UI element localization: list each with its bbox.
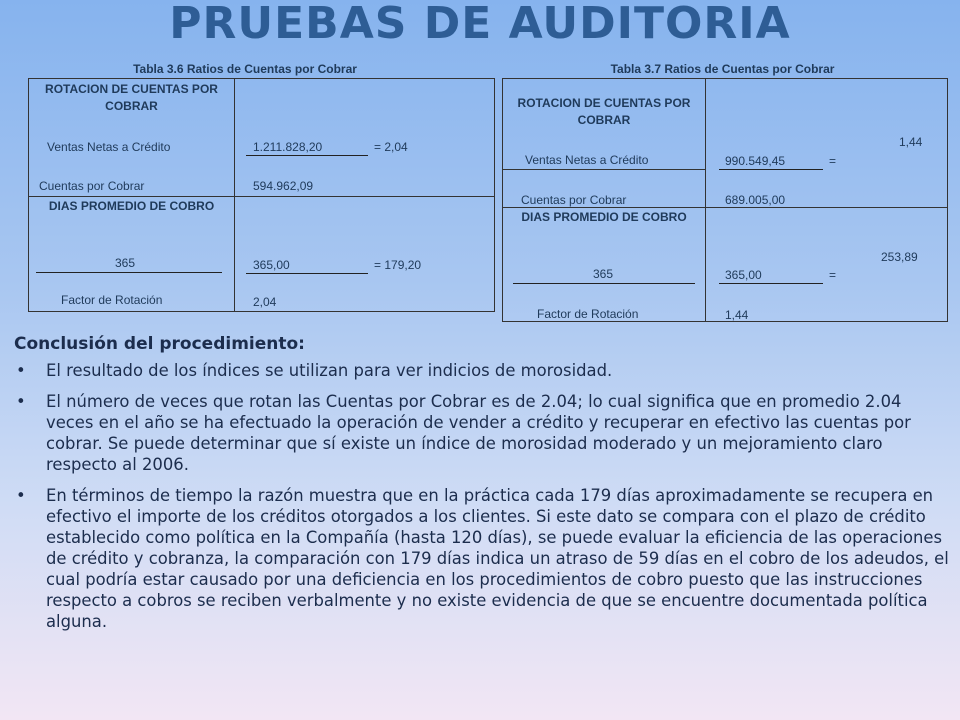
table1-rotation-header: ROTACION DE CUENTAS POR COBRAR [45, 82, 218, 113]
table1-days-numerator-label: 365 [115, 256, 136, 270]
table2-rotation-result: 1,44 [899, 135, 923, 149]
conclusion-bullet-text: En términos de tiempo la razón muestra que en la práctica cada 179 días aproximadamente se recupera en efectivo el importe de los créditos otorgados a los clientes. Si este dato se compara con el plazo de crédito establecido como política en la Compañía (hasta 120 días), se puede evaluar la eficiencia de las operaciones de crédito y cobranza, la comparación con 179 días indica un atraso de 59 días en el cobro de los adeudos, el cual podría estar causado por una deficiencia en los procedimientos de cobro puesto que las instrucciones respecto a cobros se reciben verbalmente y no existe evidencia de que se encuentre documentada política alguna. [46, 486, 949, 631]
table1-rotation-numerator-value: 1.211.828,20 [253, 140, 323, 154]
table2-days-denominator-label: Factor de Rotación [537, 307, 639, 321]
table1-days-numerator-value: 365,00 [253, 258, 290, 272]
table2-days-numerator-label: 365 [593, 267, 614, 281]
table2-days-equals: = [829, 268, 837, 282]
table1-rotation-denominator-label: Cuentas por Cobrar [39, 179, 145, 193]
table1-caption: Tabla 3.6 Ratios de Cuentas por Cobrar [133, 62, 357, 76]
table1-days-result: = 179,20 [374, 258, 422, 272]
conclusion-bullet-text: El número de veces que rotan las Cuentas por Cobrar es de 2.04; lo cual significa que en promedio 2.04 veces en el año se ha efectuado la operación de vender a crédito y recuperar en efectivo las cuentas por cobrar. Se puede determinar que sí existe un índice de morosidad moderado y un mejoramiento claro respecto al 2006. [46, 392, 911, 474]
table2-days-numerator-value: 365,00 [725, 268, 762, 282]
table2-days-header: DIAS PROMEDIO DE COBRO [521, 210, 687, 224]
conclusion-bullet [14, 485, 954, 632]
table2-rotation-numerator-value: 990.549,45 [725, 154, 786, 168]
page-title: PRUEBAS DE AUDITORIA [169, 0, 791, 49]
bullet-icon: • [16, 392, 26, 411]
table2-rotation-denominator-value: 689.005,00 [725, 193, 786, 207]
table1-days-denominator-value: 2,04 [253, 295, 277, 309]
bullet-icon: • [16, 361, 26, 380]
conclusion-bullet [14, 360, 954, 381]
table1-days-denominator-label: Factor de Rotación [61, 293, 163, 307]
table1-rotation-result: = 2,04 [374, 140, 408, 154]
table2-days-result: 253,89 [881, 250, 918, 264]
conclusion-section [14, 334, 954, 642]
table1-rotation-numerator-label: Ventas Netas a Crédito [47, 140, 171, 154]
table2-rotation-numerator-label: Ventas Netas a Crédito [525, 153, 649, 167]
bullet-icon: • [16, 486, 26, 505]
table2 [502, 78, 948, 322]
table2-rotation-equals: = [829, 154, 837, 168]
table2-days-denominator-value: 1,44 [725, 308, 749, 322]
conclusion-bullet [14, 391, 954, 475]
table1-days-header: DIAS PROMEDIO DE COBRO [48, 199, 215, 213]
table1 [28, 78, 495, 312]
conclusion-bullet-text: El resultado de los índices se utilizan para ver indicios de morosidad. [46, 361, 613, 380]
table1-rotation-denominator-value: 594.962,09 [253, 179, 314, 193]
conclusion-heading: Conclusión del procedimiento: [14, 334, 305, 354]
table2-rotation-denominator-label: Cuentas por Cobrar [521, 193, 627, 207]
table2-rotation-header: ROTACION DE CUENTAS POR COBRAR [517, 96, 691, 127]
table2-caption: Tabla 3.7 Ratios de Cuentas por Cobrar [610, 62, 835, 76]
